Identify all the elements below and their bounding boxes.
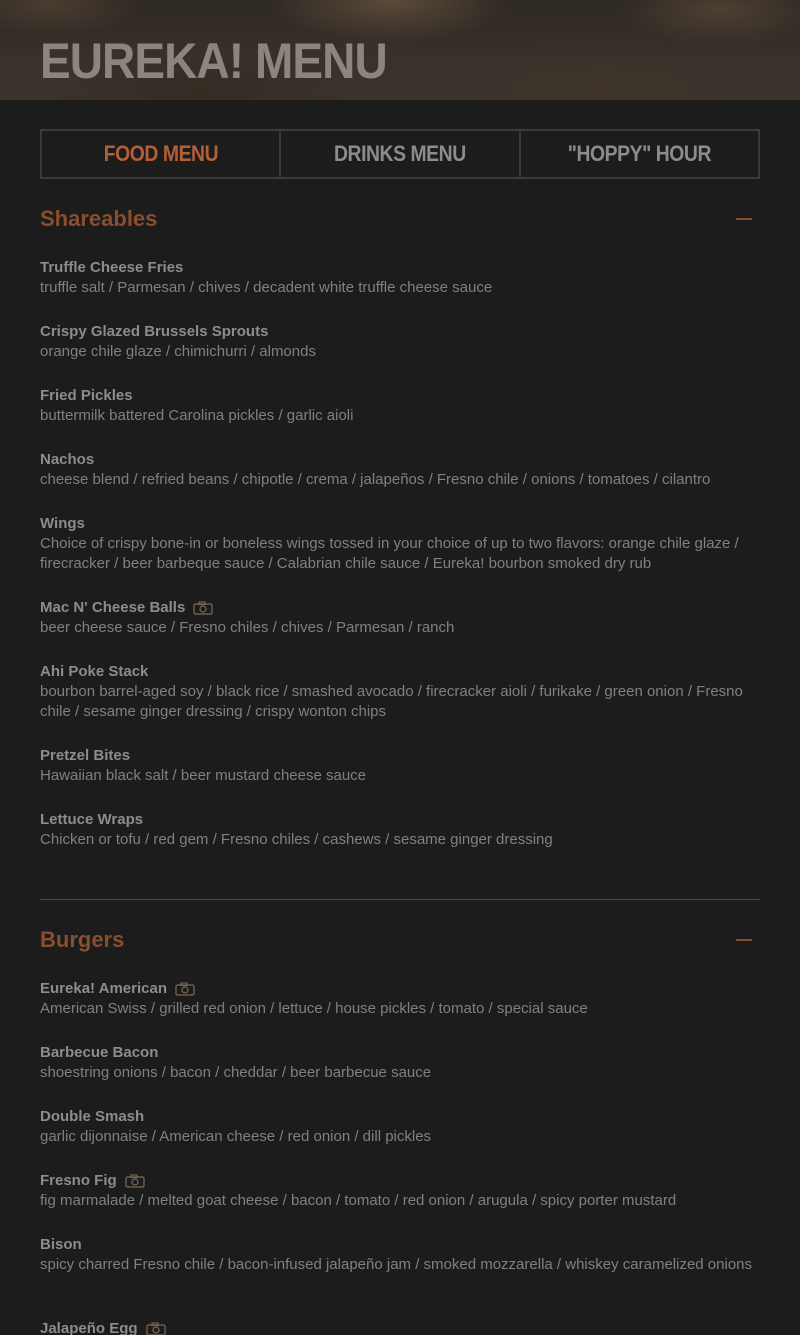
menu-item xyxy=(40,1107,760,1147)
menu-item xyxy=(40,322,760,362)
menu-item xyxy=(40,258,760,298)
menu-item xyxy=(40,386,760,426)
menu-item xyxy=(40,810,760,850)
item-name: Crispy Glazed Brussels Sprouts xyxy=(40,323,269,340)
menu-item xyxy=(40,1171,760,1211)
item-description: Chicken or tofu / red gem / Fresno chiles / cashews / sesame ginger dressing xyxy=(40,831,553,848)
menu-tabs xyxy=(40,129,760,179)
menu-item xyxy=(40,662,760,722)
section-title: Shareables xyxy=(40,206,158,231)
item-description: spicy charred Fresno chile / bacon-infused jalapeño jam / smoked mozzarella / whiskey caramelized onions xyxy=(40,1256,753,1273)
item-description: shoestring onions / bacon / cheddar / beer barbecue sauce xyxy=(40,1064,432,1081)
tab-drinks-menu[interactable] xyxy=(281,131,520,177)
item-name: Bison xyxy=(40,1236,82,1253)
menu-item xyxy=(40,979,760,1019)
item-name: Eureka! American xyxy=(40,979,760,999)
item-description: American Swiss / grilled red onion / lettuce / house pickles / tomato / special sauce xyxy=(40,1000,588,1017)
item-name: Truffle Cheese Fries xyxy=(40,259,184,276)
menu-item xyxy=(40,514,760,574)
section-header[interactable] xyxy=(40,203,760,235)
section-burgers xyxy=(40,924,760,1335)
item-description: garlic dijonnaise / American cheese / red onion / dill pickles xyxy=(40,1128,432,1145)
item-description: beer cheese sauce / Fresno chiles / chives / Parmesan / ranch xyxy=(40,619,455,636)
section-shareables xyxy=(40,203,760,863)
item-description: Hawaiian black salt / beer mustard cheese sauce xyxy=(40,767,367,784)
menu-item xyxy=(40,746,760,786)
item-name: Lettuce Wraps xyxy=(40,811,144,828)
tab-label: FOOD MENU xyxy=(103,141,218,166)
tab-label: "HOPPY" HOUR xyxy=(567,141,711,166)
item-name: Fried Pickles xyxy=(40,387,133,404)
tab-label: DRINKS MENU xyxy=(334,141,466,166)
minus-icon[interactable] xyxy=(736,939,752,941)
camera-icon[interactable] xyxy=(125,1174,145,1188)
menu-item xyxy=(40,598,760,638)
item-name: Double Smash xyxy=(40,1108,145,1125)
section-header[interactable] xyxy=(40,924,760,956)
tab-food-menu[interactable] xyxy=(42,131,281,177)
minus-icon[interactable] xyxy=(736,218,752,220)
section-divider xyxy=(40,899,760,900)
item-description: buttermilk battered Carolina pickles / garlic aioli xyxy=(40,407,354,424)
item-description: bourbon barrel-aged soy / black rice / smashed avocado / firecracker aioli / furikake / green onion / Fresno chile / sesame ginger dressing / crispy wonton chips xyxy=(40,683,743,720)
item-name: Pretzel Bites xyxy=(40,747,131,764)
hero-banner xyxy=(0,0,800,100)
tab-hoppy-hour[interactable] xyxy=(521,131,758,177)
camera-icon[interactable] xyxy=(175,982,195,996)
item-name: Fresno Fig xyxy=(40,1171,760,1191)
item-name: Wings xyxy=(40,515,85,532)
menu-item xyxy=(40,1235,760,1275)
page-title: EUREKA! MENU xyxy=(40,33,387,89)
item-description: fig marmalade / melted goat cheese / bacon / tomato / red onion / arugula / spicy porter mustard xyxy=(40,1192,677,1209)
item-description: Choice of crispy bone-in or boneless wings tossed in your choice of up to two flavors: orange chile glaze / firecracker / beer barbeque sauce / Calabrian chile sauce / Eureka! bourbon smoked dry rub xyxy=(40,535,739,572)
item-name: Barbecue Bacon xyxy=(40,1044,159,1061)
item-name: Ahi Poke Stack xyxy=(40,663,149,680)
menu-item xyxy=(40,1319,760,1335)
item-description: orange chile glaze / chimichurri / almonds xyxy=(40,343,316,360)
section-title: Burgers xyxy=(40,927,125,952)
item-name: Mac N' Cheese Balls xyxy=(40,598,760,618)
item-name: Jalapeño Egg xyxy=(40,1319,760,1335)
camera-icon[interactable] xyxy=(146,1322,166,1335)
item-name: Nachos xyxy=(40,451,95,468)
camera-icon[interactable] xyxy=(193,601,213,615)
item-description: cheese blend / refried beans / chipotle / crema / jalapeños / Fresno chile / onions / tomatoes / cilantro xyxy=(40,471,711,488)
item-description: truffle salt / Parmesan / chives / decadent white truffle cheese sauce xyxy=(40,279,493,296)
menu-item xyxy=(40,1043,760,1083)
menu-item xyxy=(40,450,760,490)
